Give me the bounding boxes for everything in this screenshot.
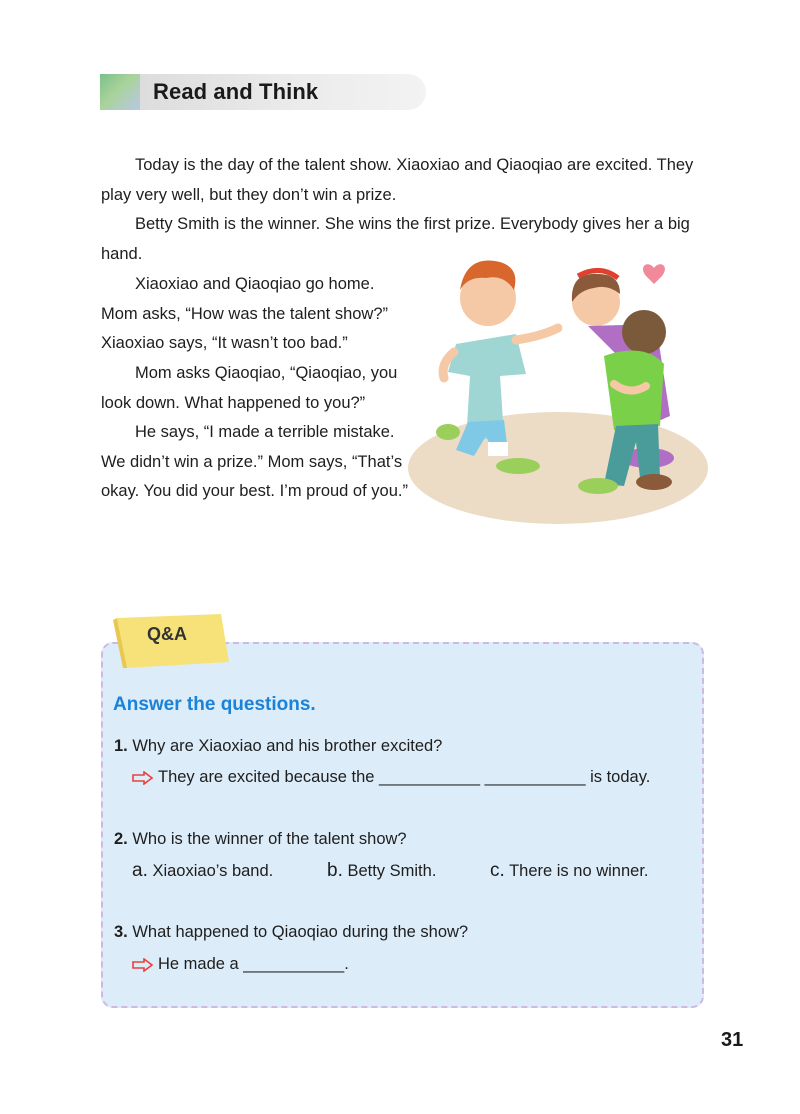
question-2 xyxy=(114,830,407,849)
story-paragraph-5: He says, “I made a terrible mistake. We didn’t win a prize.” Mom says, “That’s okay. You did your best. I’m proud of you.” xyxy=(101,423,408,500)
heart-icon xyxy=(643,264,665,284)
option-letter: b. xyxy=(327,860,343,881)
option-text: Betty Smith. xyxy=(347,862,437,880)
option-a xyxy=(132,860,273,882)
question-number: 2. xyxy=(114,830,128,848)
option-text: There is no winner. xyxy=(509,862,649,880)
children-illustration xyxy=(408,246,708,530)
question-text: Why are Xiaoxiao and his brother excited? xyxy=(132,737,443,755)
page-number: 31 xyxy=(721,1029,744,1051)
qa-tag-label: Q&A xyxy=(147,624,187,644)
answer-3 xyxy=(132,955,349,974)
section-header-swatch xyxy=(100,74,140,110)
option-c xyxy=(490,860,648,882)
option-letter: a. xyxy=(132,860,148,881)
arrow-right-icon xyxy=(132,958,154,972)
question-number: 1. xyxy=(114,737,128,755)
section-title: Read and Think xyxy=(153,79,319,104)
story-paragraph-1: Today is the day of the talent show. Xiaoxiao and Qiaoqiao are excited. They play very well, but they don’t win a prize. xyxy=(101,156,694,204)
question-text: What happened to Qiaoqiao during the show? xyxy=(132,923,469,941)
answer-text: They are excited because the ___________ ___________ is today. xyxy=(158,768,651,786)
option-text: Xiaoxiao’s band. xyxy=(152,862,274,880)
question-text: Who is the winner of the talent show? xyxy=(132,830,407,848)
story-paragraph-4: Mom asks Qiaoqiao, “Qiaoqiao, you look down. What happened to you?” xyxy=(101,364,398,412)
qa-heading: Answer the questions. xyxy=(113,694,316,715)
story-paragraph-2: Betty Smith is the winner. She wins the first prize. Everybody gives her a big hand. xyxy=(101,215,690,263)
arrow-right-icon xyxy=(132,771,154,785)
answer-text: He made a ___________. xyxy=(158,955,349,973)
question-number: 3. xyxy=(114,923,128,941)
question-3 xyxy=(114,923,468,942)
option-letter: c. xyxy=(490,860,505,881)
story-paragraph-3: Xiaoxiao and Qiaoqiao go home. Mom asks, “How was the talent show?” Xiaoxiao says, “It wasn’t too bad.” xyxy=(101,275,389,352)
answer-1 xyxy=(132,768,650,787)
option-b xyxy=(327,860,436,882)
question-1 xyxy=(114,737,442,756)
